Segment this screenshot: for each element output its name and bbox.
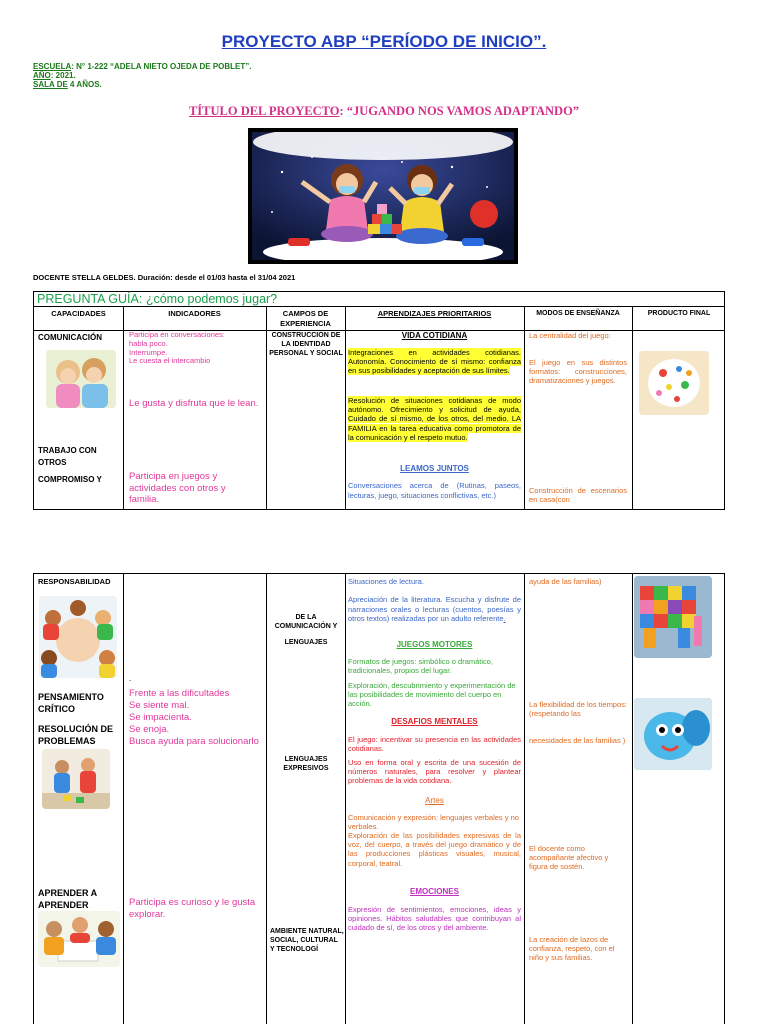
indicator-conversations: Participa en conversaciones: habla poco. Interrumpe. Le cuesta el intercambio: [129, 330, 225, 366]
ap-lectura: Situaciones de lectura.: [348, 577, 424, 586]
heading-emociones: EMOCIONES: [410, 887, 459, 896]
table-page-1: [33, 291, 725, 510]
campo-lenguajes-expresivos: LENGUAJES EXPRESIVOS: [283, 756, 329, 772]
modo-centralidad: La centralidad del juego:: [529, 331, 611, 340]
cap-trabajo: TRABAJO CON OTROS: [38, 446, 97, 467]
school-line: [33, 62, 252, 71]
kids-playing-illustration: [252, 132, 514, 260]
header-indicadores: INDICADORES: [168, 309, 221, 318]
indicator-reading: Le gusta y disfruta que le lean.: [129, 398, 259, 409]
indicator-play: Participa en juegos y actividades con otros y familia.: [129, 471, 226, 505]
year-line: [33, 71, 76, 80]
indicator-dot: .: [129, 674, 132, 683]
campo-ambiente: AMBIENTE NATURAL, SOCIAL, CULTURAL Y TECNOLOGÍ: [270, 928, 344, 953]
header-capacidades: CAPACIDADES: [51, 309, 106, 318]
vida-text-1: [348, 348, 521, 376]
motores-exploracion: Exploración, descubrimiento y experimentación de las posibilidades de movimiento del cuerpo en acción.: [348, 681, 516, 709]
desafios-numeros: Uso en forma oral y escrita de una sucesión de números naturales, para resolver y plantear problemas de la vida cotidiana.: [348, 758, 521, 786]
ap-literatura-tail: .: [503, 614, 506, 623]
heading-vida-cotidiana: VIDA COTIDIANA: [401, 331, 468, 340]
header-aprendizajes: APRENDIZAJES PRIORITARIOS: [377, 309, 492, 318]
guiding-question: PREGUNTA GUÍA: ¿cómo podemos jugar?: [37, 292, 278, 306]
photo-blue-elephant-plate: [634, 698, 712, 770]
modo-flexibilidad: La flexibilidad de los tiempos: (respetando las: [529, 700, 627, 719]
school-value: : N° 1-222 “ADELA NIETO OJEDA DE POBLET”.: [71, 62, 252, 71]
heading-leamos-juntos: LEAMOS JUNTOS: [400, 464, 469, 473]
ap-literatura: [348, 595, 521, 624]
artes-exploracion: Exploración de las posibilidades expresivas de la voz, del cuerpo, a través del juego dramático y de las producciones plásticas visuales, musical, corporal, teatral.: [348, 831, 521, 868]
project-title: [0, 104, 768, 119]
header-producto: PRODUCTO FINAL: [647, 310, 711, 317]
leamos-text: Conversaciones acerca de (Rutinas, paseos, lecturas, juego, situaciones conflictivas, etc.): [348, 481, 521, 500]
desafios-juego: El juego: incentivar su presencia en las actividades cotidianas.: [348, 735, 521, 754]
photo-elephant-craft: [639, 351, 709, 415]
artes-comunicacion: Comunicación y expresión: lenguajes verbales y no verbales.: [348, 813, 519, 832]
emociones-text: Expresión de sentimientos, emociones, ideas y opiniones. Hábitos saludables que contribuyan al cuidado de sí, de los otros y del ambiente.: [348, 905, 521, 933]
teacher-duration: DOCENTE STELLA GELDES. Duración: desde el 01/03 hasta el 31/04 2021: [33, 273, 296, 282]
year-key: AÑO: [33, 71, 51, 80]
cap-aprender: APRENDER A APRENDER: [38, 888, 97, 910]
cap-responsabilidad: RESPONSABILIDAD: [38, 577, 111, 586]
photo-kids-hands-circle: [39, 596, 117, 678]
project-title-key: TÍTULO DEL PROYECTO: [188, 104, 340, 118]
heading-desafios-mentales: DESAFIOS MENTALES: [391, 717, 478, 726]
campo-identidad: CONSTRUCCIÓN DE LA IDENTIDAD PERSONAL Y SOCIAL: [269, 332, 343, 357]
campo-lenguajes: LENGUAJES: [284, 639, 328, 646]
modo-lazos: La creación de lazos de confianza, respeto, con el niño y sus familias.: [529, 935, 615, 963]
header-modos: MODOS DE ENSEÑANZA: [536, 310, 620, 317]
modo-escenarios: Construcción de escenarios en casa(con: [529, 486, 627, 504]
header-campos: CAMPOS DE EXPERIENCIA: [280, 309, 331, 328]
vida-text-2: [348, 396, 521, 442]
document-title: PROYECTO ABP “PERÍODO DE INICIO”.: [221, 32, 547, 51]
project-title-value: : “JUGANDO NOS VAMOS ADAPTANDO”: [339, 104, 580, 118]
cap-comunicacion: COMUNICACIÓN: [38, 333, 102, 342]
campo-comunicacion: DE LA COMUNICACIÓN Y: [274, 614, 338, 630]
heading-artes: Artes: [425, 796, 444, 805]
modo-docente: El docente como acompañante afectivo y figura de sostén.: [529, 844, 609, 872]
indicator-difficulties: Frente a las dificultades Se siente mal. Se impacienta. Se enoja. Busca ayuda para solucionarlo: [129, 688, 259, 747]
cap-compromiso: COMPROMISO Y: [38, 475, 102, 484]
ap-literatura-text: Apreciación de la literatura. Escucha y disfrute de narraciones orales o lecturas (cuentos, poesías y otros textos) realizadas por un adulto referente: [348, 595, 521, 623]
photo-kids-reading: [38, 911, 120, 967]
modo-ayuda: ayuda de las familias): [529, 577, 602, 586]
cap-resolucion: RESOLUCIÓN DE PROBLEMAS: [38, 724, 114, 746]
year-value: : 2021.: [50, 71, 76, 80]
school-key: ESCUELA: [33, 62, 72, 71]
photo-patchwork-elephant: [634, 576, 712, 658]
motores-formatos: Formatos de juegos: simbólico o dramático, tradicionales, propios del lugar.: [348, 657, 494, 676]
heading-juegos-motores: JUEGOS MOTORES: [396, 640, 473, 649]
modo-necesidades: necesidades de las familias ): [529, 736, 626, 745]
vida-text-2-content: Resolución de situaciones cotidianas de modo autónomo. Ofrecimiento y solicitud de ayuda, Cuidado de sí mismo, de los otros, del medio. LA FAMILIA en la tarea educativa como promotora de la comunicación y el respeto mutuo.: [348, 396, 521, 442]
cap-pensamiento: PENSAMIENTO CRÍTICO: [38, 692, 104, 714]
vida-text-1-content: Integraciones en actividades cotidianas. Autonomía. Conocimiento de sí mismo: confianza en sus posibilidades y aceptación de sus límites.: [348, 348, 521, 376]
table-page-2: [33, 573, 725, 1024]
room-line: [33, 80, 102, 89]
hero-illustration: [248, 128, 518, 264]
modo-formatos: El juego en sus distintos formatos: construcciones, dramatizaciones y juegos.: [529, 358, 627, 385]
photo-girls-whispering: [46, 350, 116, 408]
indicator-explore: Participa es curioso y le gusta explorar.: [129, 897, 256, 920]
room-value: 4 AÑOS.: [67, 80, 102, 89]
room-key: SALA DE: [33, 80, 68, 89]
photo-kids-puzzle: [42, 749, 110, 809]
